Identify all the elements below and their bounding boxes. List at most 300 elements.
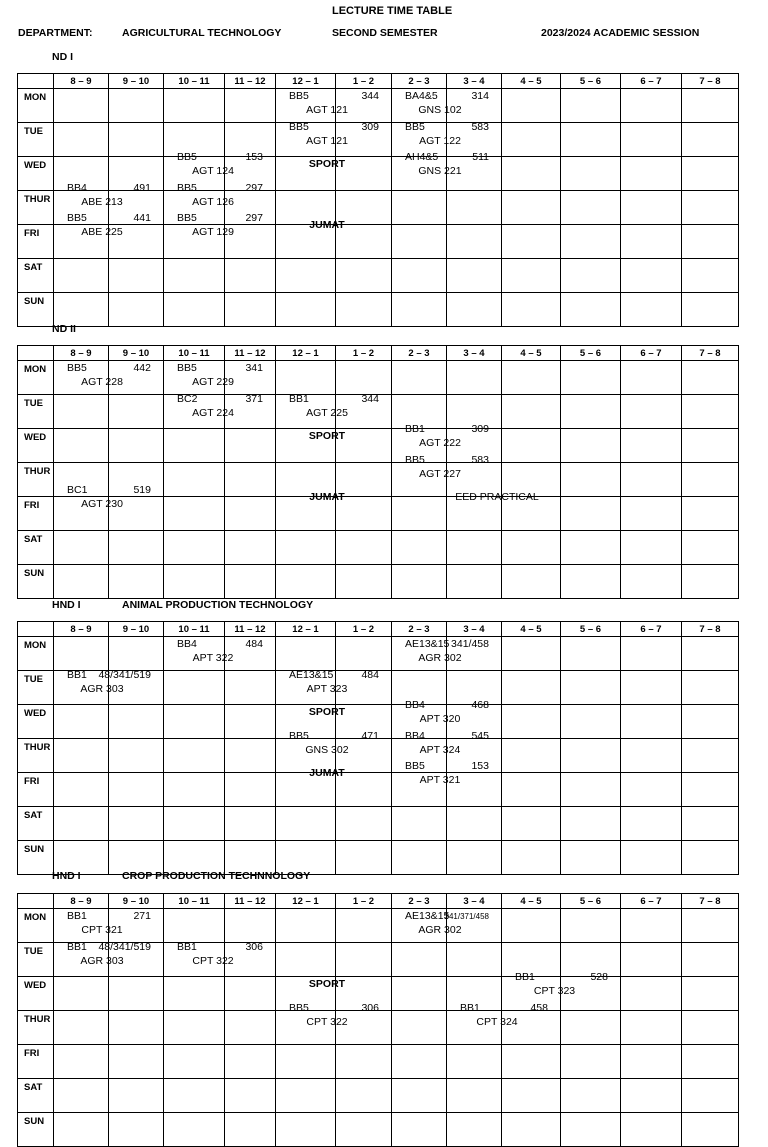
timetable-cell	[54, 89, 109, 123]
semester-label: SECOND SEMESTER	[332, 27, 438, 39]
timetable-cell	[164, 565, 225, 599]
timetable-cell	[392, 1045, 447, 1079]
time-slot-header: 1 – 2	[336, 894, 392, 909]
timetable-cell	[682, 841, 739, 875]
course-code: AGR 302	[418, 924, 462, 936]
timetable-cell	[621, 361, 682, 395]
timetable-cell	[164, 671, 225, 705]
timetable-cell	[682, 943, 739, 977]
timetable-cell	[502, 157, 561, 191]
timetable-cell	[561, 531, 621, 565]
class-entry	[391, 758, 489, 789]
day-label: THUR	[18, 1011, 54, 1045]
timetable-cell	[225, 259, 276, 293]
timetable-cell	[164, 531, 225, 565]
time-slot-header: 7 – 8	[682, 894, 739, 909]
timetable-cell	[54, 1045, 109, 1079]
timetable-cell	[276, 1113, 336, 1147]
time-slot-header: 4 – 5	[502, 74, 561, 89]
time-slot-header: 12 – 1	[276, 74, 336, 89]
timetable-cell	[276, 259, 336, 293]
day-label: FRI	[18, 1045, 54, 1079]
timetable-cell	[336, 807, 392, 841]
timetable-cell	[682, 1011, 739, 1045]
class-entry	[275, 667, 379, 698]
time-slot-header: 10 – 11	[164, 346, 225, 361]
timetable-cell	[621, 977, 682, 1011]
time-slot-header: 10 – 11	[164, 894, 225, 909]
timetable-cell	[54, 977, 109, 1011]
day-label: MON	[18, 909, 54, 943]
room-number: 153	[471, 760, 489, 773]
day-row	[18, 259, 739, 293]
timetable-cell	[54, 429, 109, 463]
room-number: 341	[245, 362, 263, 374]
timetable-cell	[621, 123, 682, 157]
timetable-cell	[502, 361, 561, 395]
course-code: SPORT	[308, 706, 346, 719]
course-code: SPORT	[308, 430, 346, 443]
timetable-cell	[392, 565, 447, 599]
timetable-cell	[682, 157, 739, 191]
timetable-cell	[276, 807, 336, 841]
timetable-cell	[447, 293, 502, 327]
timetable-cell	[336, 1045, 392, 1079]
course-code: AGR 302	[418, 652, 462, 664]
timetable-cell	[225, 1045, 276, 1079]
venue-label: BB1	[460, 1001, 480, 1014]
course-code: APT 320	[419, 713, 461, 726]
timetable-cell	[164, 293, 225, 327]
timetable-cell	[682, 1045, 739, 1079]
timetable-cell	[336, 293, 392, 327]
class-entry	[163, 180, 263, 211]
day-label: SUN	[18, 565, 54, 599]
timetable-cell	[164, 773, 225, 807]
course-code: AGT 227	[419, 467, 461, 480]
time-slot-header: 3 – 4	[447, 622, 502, 637]
venue-label: BB5	[289, 120, 309, 133]
day-label: SAT	[18, 259, 54, 293]
day-label: MON	[18, 89, 54, 123]
timetable-cell	[164, 739, 225, 773]
timetable-cell	[682, 361, 739, 395]
class-entry	[53, 360, 151, 391]
timetable-cell	[561, 773, 621, 807]
time-slot-header: 8 – 9	[54, 894, 109, 909]
course-code: APT 324	[419, 743, 461, 756]
course-code: APT 321	[419, 774, 461, 787]
timetable-cell	[164, 1079, 225, 1113]
timetable-cell	[621, 191, 682, 225]
day-row	[18, 807, 739, 841]
room-number: 153	[245, 151, 263, 164]
course-code: CPT 321	[81, 924, 123, 936]
timetable-cell	[682, 497, 739, 531]
time-slot-header: 7 – 8	[682, 346, 739, 361]
class-entry	[53, 482, 151, 513]
timetable-cell	[447, 565, 502, 599]
venue-label: BB4	[67, 181, 87, 194]
venue-label: BB5	[289, 90, 309, 102]
class-entry	[391, 697, 489, 728]
timetable-cell	[561, 1113, 621, 1147]
timetable-cell	[225, 909, 276, 943]
timetable-cell	[682, 637, 739, 671]
corner-cell	[18, 622, 54, 637]
timetable-cell	[561, 909, 621, 943]
timetable-cell	[561, 739, 621, 773]
venue-label: BC1	[67, 484, 88, 497]
timetable-cell	[621, 909, 682, 943]
timetable-cell	[54, 807, 109, 841]
day-label: FRI	[18, 497, 54, 531]
timetable-cell	[561, 463, 621, 497]
timetable-cell	[164, 1045, 225, 1079]
venue-label: BB5	[177, 212, 197, 225]
time-slot-header: 9 – 10	[109, 346, 164, 361]
corner-cell	[18, 74, 54, 89]
timetable-cell	[225, 807, 276, 841]
timetable-cell	[682, 123, 739, 157]
course-code: JUMAT	[309, 219, 345, 232]
timetable-cell	[164, 977, 225, 1011]
timetable-cell	[54, 1011, 109, 1045]
timetable-cell	[225, 671, 276, 705]
timetable-cell	[336, 1079, 392, 1113]
timetable-cell	[621, 429, 682, 463]
timetable-cell	[621, 531, 682, 565]
day-label: SUN	[18, 841, 54, 875]
timetable-cell	[621, 671, 682, 705]
timetable-cell	[225, 565, 276, 599]
timetable-cell	[109, 807, 164, 841]
timetable-cell	[225, 463, 276, 497]
time-slot-header: 8 – 9	[54, 74, 109, 89]
room-number: 48/341/519	[98, 668, 151, 681]
timetable-cell	[109, 565, 164, 599]
course-code: AGT 229	[192, 376, 234, 388]
timetable-cell	[109, 705, 164, 739]
timetable-cell	[561, 123, 621, 157]
timetable-cell	[164, 909, 225, 943]
time-slot-header: 3 – 4	[447, 894, 502, 909]
timetable-cell	[502, 225, 561, 259]
timetable-cell	[502, 1079, 561, 1113]
timetable-cell	[164, 463, 225, 497]
day-label: WED	[18, 977, 54, 1011]
day-label: THUR	[18, 739, 54, 773]
room-number: 271	[133, 910, 151, 922]
timetable-cell	[109, 1113, 164, 1147]
timetable-cell	[682, 1079, 739, 1113]
timetable-cell	[109, 977, 164, 1011]
timetable-cell	[225, 1079, 276, 1113]
room-number: 583	[471, 120, 489, 133]
timetable-cell	[225, 977, 276, 1011]
day-label: SUN	[18, 293, 54, 327]
timetable-cell	[225, 497, 276, 531]
timetable-cell	[682, 429, 739, 463]
timetable-cell	[392, 1079, 447, 1113]
day-label: TUE	[18, 395, 54, 429]
timetable-cell	[392, 293, 447, 327]
timetable-cell	[109, 773, 164, 807]
room-number: 528	[590, 971, 608, 984]
venue-label: BB4	[405, 699, 425, 712]
time-slot-header: 11 – 12	[225, 74, 276, 89]
timetable-cell	[109, 739, 164, 773]
day-row	[18, 637, 739, 671]
class-entry	[391, 636, 489, 667]
room-number: 344	[361, 392, 379, 405]
course-code: JUMAT	[309, 491, 345, 504]
timetable-cell	[561, 225, 621, 259]
day-label: FRI	[18, 225, 54, 259]
timetable-cell	[336, 637, 392, 671]
timetable-cell	[225, 293, 276, 327]
timetable-cell	[392, 943, 447, 977]
timetable-cell	[54, 705, 109, 739]
timetable-cell	[225, 429, 276, 463]
timetable-cell	[561, 191, 621, 225]
timetable-cell	[502, 429, 561, 463]
time-slot-header: 5 – 6	[561, 622, 621, 637]
timetable-cell	[164, 259, 225, 293]
class-entry	[53, 180, 151, 211]
timetable-cell	[109, 429, 164, 463]
timetable-cell	[561, 259, 621, 293]
timetable-cell	[621, 157, 682, 191]
room-number: 344	[361, 90, 379, 102]
timetable-cell	[621, 225, 682, 259]
course-code: APT 322	[192, 652, 234, 664]
course-code: AGT 129	[192, 226, 234, 239]
class-entry	[275, 482, 379, 513]
timetable-cell	[109, 123, 164, 157]
venue-label: AE13&15	[289, 668, 334, 681]
room-number: 371	[245, 392, 263, 405]
timetable-cell	[502, 739, 561, 773]
timetable-cell	[447, 191, 502, 225]
time-slot-header: 9 – 10	[109, 74, 164, 89]
timetable-cell	[54, 1079, 109, 1113]
timetable-cell	[561, 1079, 621, 1113]
class-entry	[163, 939, 263, 970]
course-code: SPORT	[308, 978, 346, 991]
day-row	[18, 293, 739, 327]
timetable-cell	[621, 259, 682, 293]
time-slot-header: 5 – 6	[561, 74, 621, 89]
room-number: 511	[472, 151, 489, 164]
timetable-cell	[621, 739, 682, 773]
time-slot-header: 8 – 9	[54, 346, 109, 361]
timetable-cell	[502, 637, 561, 671]
venue-label: BB5	[405, 760, 425, 773]
day-label: SUN	[18, 1113, 54, 1147]
timetable-cell	[392, 841, 447, 875]
venue-label: BB5	[177, 362, 197, 374]
class-entry	[275, 88, 379, 119]
course-code: ABE 225	[81, 226, 123, 239]
timetable-cell	[682, 807, 739, 841]
venue-label: BB1	[289, 392, 309, 405]
timetable-cell	[225, 1113, 276, 1147]
day-row	[18, 1045, 739, 1079]
time-slot-header: 7 – 8	[682, 622, 739, 637]
timetable-cell	[225, 739, 276, 773]
timetable-cell	[502, 531, 561, 565]
timetable-cell	[109, 1045, 164, 1079]
time-slot-header: 3 – 4	[447, 74, 502, 89]
timetable-cell	[561, 705, 621, 739]
timetable-cell	[502, 89, 561, 123]
timetable-cell	[561, 671, 621, 705]
timetable-cell	[621, 497, 682, 531]
day-label: SAT	[18, 1079, 54, 1113]
course-code: AGT 222	[419, 437, 461, 450]
timetable-cell	[54, 531, 109, 565]
timetable-cell	[621, 1079, 682, 1113]
room-number: 297	[245, 212, 263, 225]
class-entry	[391, 119, 489, 150]
timetable-cell	[54, 637, 109, 671]
class-entry	[53, 939, 151, 970]
time-slot-header: 5 – 6	[561, 346, 621, 361]
timetable-cell	[561, 841, 621, 875]
timetable-cell	[447, 259, 502, 293]
time-slot-header: 6 – 7	[621, 622, 682, 637]
day-label: FRI	[18, 773, 54, 807]
timetable-cell	[164, 429, 225, 463]
timetable-cell	[561, 1045, 621, 1079]
time-slot-header: 2 – 3	[392, 74, 447, 89]
room-number: 309	[471, 423, 489, 436]
room-number: 48/341/519	[98, 940, 151, 953]
section-programme: ANIMAL PRODUCTION TECHNOLOGY	[122, 599, 314, 611]
course-code: SPORT	[308, 158, 346, 171]
class-entry	[391, 421, 489, 452]
room-number: 458	[530, 1001, 548, 1014]
timetable-cell	[502, 1045, 561, 1079]
day-row	[18, 565, 739, 599]
course-code: CPT 322	[306, 1015, 348, 1028]
page-title: LECTURE TIME TABLE	[332, 5, 453, 17]
session-label: 2023/2024 ACADEMIC SESSION	[541, 27, 700, 39]
venue-label: AE13&15	[405, 910, 450, 922]
time-slot-header: 9 – 10	[109, 622, 164, 637]
venue-label: BB1	[67, 668, 87, 681]
venue-label: BB5	[405, 120, 425, 133]
timetable-cell	[502, 841, 561, 875]
time-slot-header: 6 – 7	[621, 894, 682, 909]
corner-cell	[18, 894, 54, 909]
course-code: AGT 124	[192, 165, 234, 178]
course-code: AGT 122	[419, 134, 461, 147]
timetable-cell	[502, 123, 561, 157]
timetable-cell	[336, 531, 392, 565]
time-slot-header: 4 – 5	[502, 622, 561, 637]
timetable-cell	[561, 89, 621, 123]
class-entry	[391, 452, 489, 483]
time-slot-header: 12 – 1	[276, 622, 336, 637]
time-slot-header: 1 – 2	[336, 74, 392, 89]
timetable-cell	[336, 259, 392, 293]
day-label: WED	[18, 157, 54, 191]
day-row	[18, 531, 739, 565]
venue-label: BB4	[405, 729, 425, 742]
venue-label: BB5	[289, 729, 309, 742]
time-slot-header: 5 – 6	[561, 894, 621, 909]
course-code: AGR 303	[80, 682, 124, 695]
timetable-cell	[561, 497, 621, 531]
class-entry	[501, 969, 608, 1000]
timetable-cell	[164, 89, 225, 123]
day-label: WED	[18, 705, 54, 739]
timetable-cell	[502, 909, 561, 943]
class-entry	[446, 1000, 548, 1031]
time-slot-header: 3 – 4	[447, 346, 502, 361]
time-slot-header: 12 – 1	[276, 346, 336, 361]
department-name: AGRICULTURAL TECHNOLOGY	[122, 27, 282, 39]
timetable-cell	[164, 1011, 225, 1045]
course-code: CPT 323	[533, 985, 576, 998]
timetable-cell	[54, 395, 109, 429]
timetable-cell	[447, 807, 502, 841]
timetable-cell	[621, 1113, 682, 1147]
corner-cell	[18, 346, 54, 361]
room-number: 545	[471, 729, 489, 742]
timetable-cell	[54, 773, 109, 807]
section-programme: CROP PRODUCTION TECHNNOLOGY	[122, 870, 311, 882]
timetable-cell	[682, 565, 739, 599]
timetable-cell	[109, 1011, 164, 1045]
timetable-cell	[276, 361, 336, 395]
timetable-cell	[392, 977, 447, 1011]
timetable-cell	[392, 225, 447, 259]
time-slot-header: 4 – 5	[502, 894, 561, 909]
day-label: WED	[18, 429, 54, 463]
timetable-cell	[225, 705, 276, 739]
timetable-cell	[621, 705, 682, 739]
class-entry	[275, 119, 379, 150]
day-row	[18, 1079, 739, 1113]
timetable-cell	[54, 565, 109, 599]
course-code: AGT 126	[192, 195, 234, 208]
room-number: 484	[245, 638, 263, 650]
timetable-cell	[225, 89, 276, 123]
timetable-cell	[682, 1113, 739, 1147]
timetable-cell	[561, 807, 621, 841]
timetable-cell	[276, 1079, 336, 1113]
class-entry	[275, 969, 379, 1000]
class-entry	[163, 149, 263, 180]
timetable-cell	[276, 565, 336, 599]
timetable-cell	[54, 1113, 109, 1147]
course-code: GNS 102	[418, 104, 462, 116]
timetable-cell	[164, 807, 225, 841]
section-level: ND II	[52, 323, 76, 335]
room-number: 306	[361, 1001, 379, 1014]
class-entry	[275, 758, 379, 789]
timetable-cell	[502, 807, 561, 841]
timetable-cell	[621, 807, 682, 841]
timetable-cell	[621, 463, 682, 497]
venue-label: BB1	[405, 423, 425, 436]
room-number: 442	[133, 362, 151, 374]
timetable-cell	[682, 739, 739, 773]
timetable-cell	[54, 259, 109, 293]
